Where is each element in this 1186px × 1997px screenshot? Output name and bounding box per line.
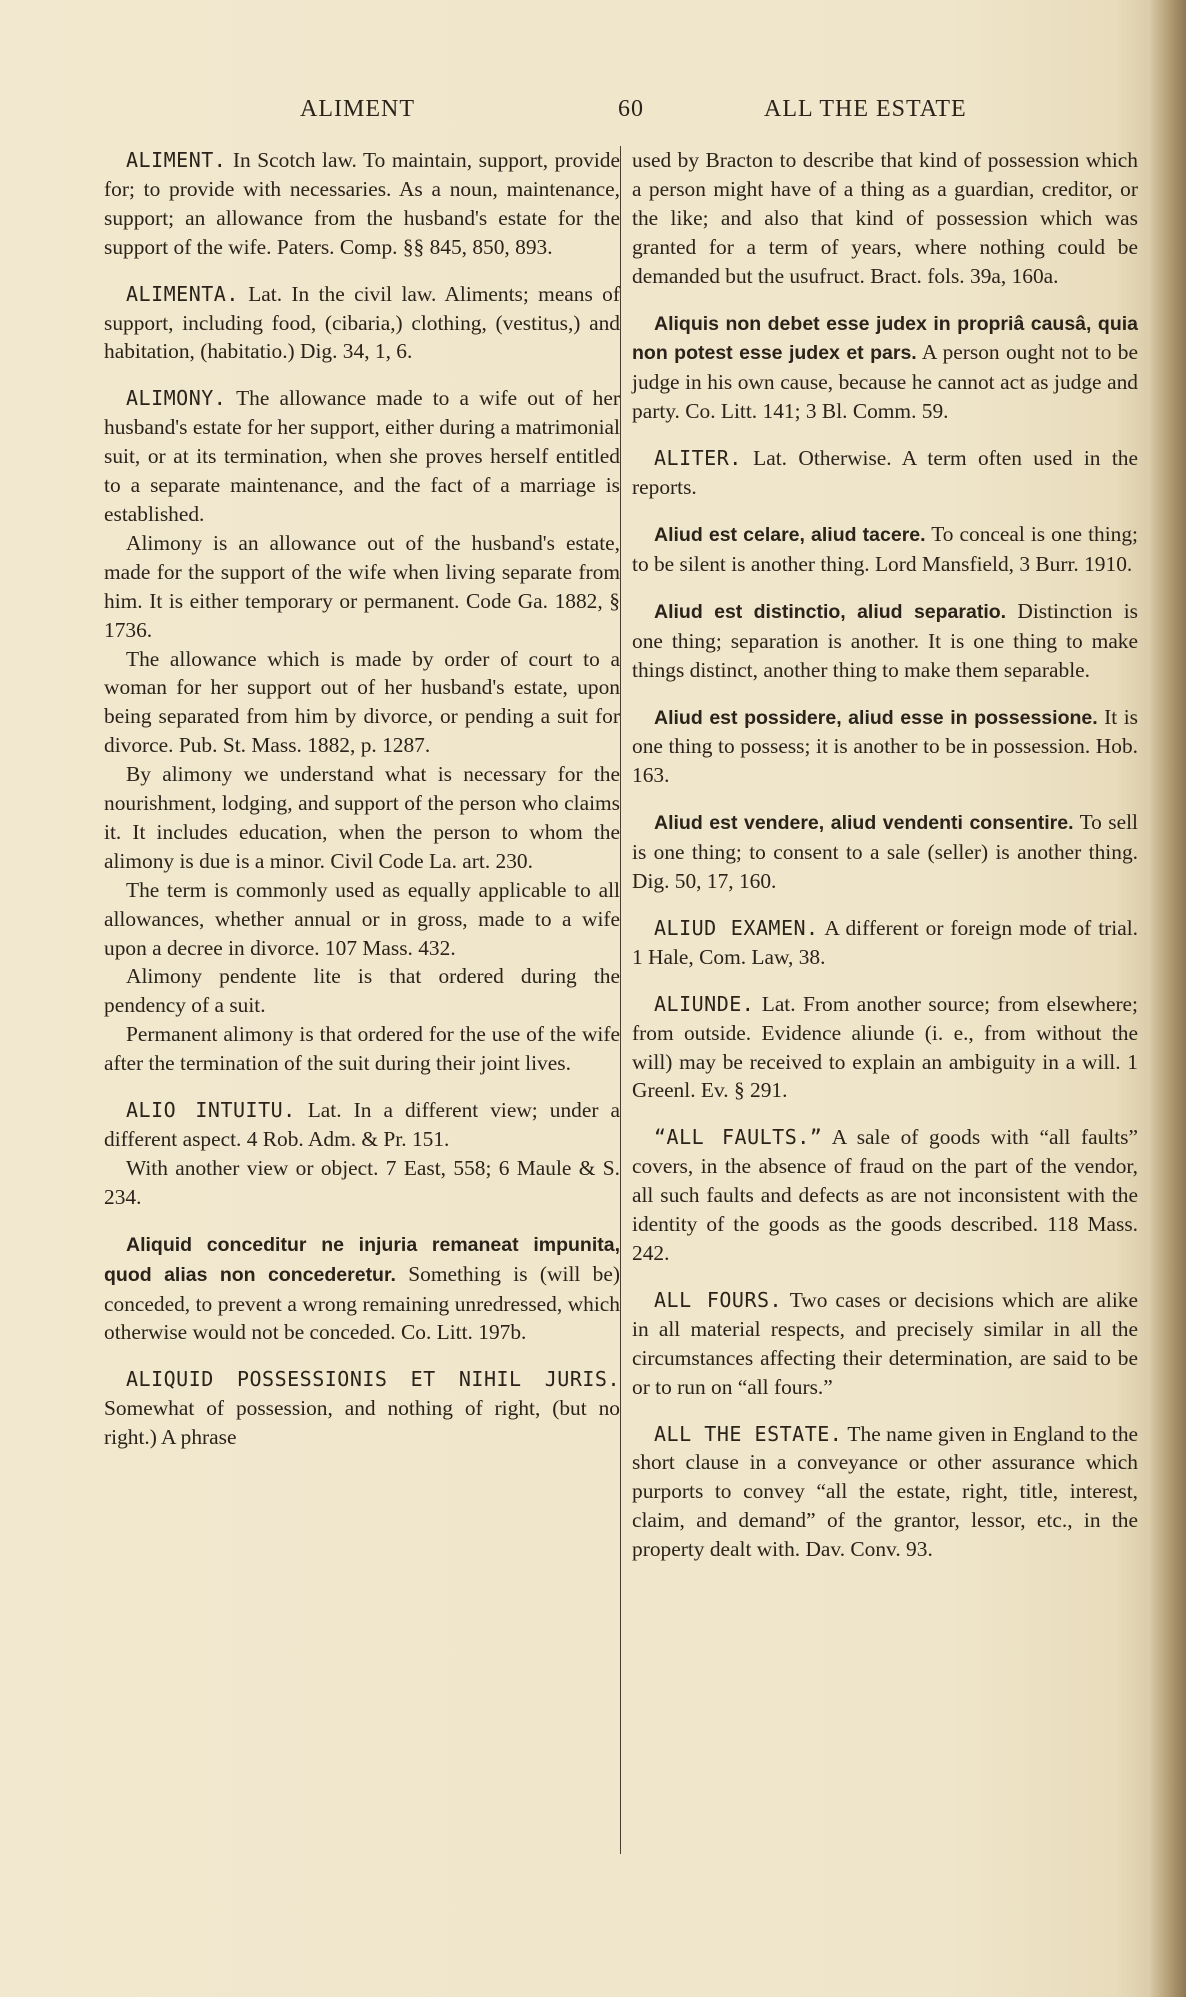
headword: ALIUD EXAMEN. — [654, 915, 819, 940]
entry-alio-intuitu — [104, 1096, 620, 1212]
definition: Lat. Otherwise. A term often used in the reports. — [632, 446, 1138, 500]
entry-aliquid-conceditur — [104, 1230, 620, 1348]
entry-alimony — [104, 384, 620, 1078]
paragraph: The allowance which is made by order of court to a woman for her support out of her husband's estate, upon being separated from him by divorce, or pending a suit for divorce. Pub. St. Mass. 1882, p. 1287. — [104, 646, 620, 758]
headword: ALIMONY. — [126, 386, 227, 411]
maxim: Aliud est celare, aliud tacere. — [654, 523, 926, 546]
headword: “ALL FAULTS.” — [654, 1125, 823, 1150]
running-head-left: ALIMENT — [300, 96, 415, 122]
entry-all-the-estate — [632, 1420, 1138, 1565]
definition: To conceal is one thing; to be silent is another thing. Lord Mansfield, 3 Burr. 1910. — [632, 521, 1138, 576]
entry-continuation — [632, 146, 1138, 291]
maxim: Aliud est vendere, aliud vendenti consentire. — [654, 812, 1074, 835]
definition: Something is (will be) conceded, to prevent a wrong remaining unredressed, which otherwise would not be conceded. Co. Litt. 197b. — [104, 1261, 620, 1345]
maxim: Aliquid conceditur ne injuria remaneat impunita, quod alias non concederetur. — [104, 1233, 620, 1286]
entry-aliquis-non-debet — [632, 309, 1138, 427]
entry-aliud-celare — [632, 520, 1138, 579]
headword: ALIO INTUITU. — [126, 1098, 296, 1123]
entry-aliter — [632, 444, 1138, 502]
headword: ALITER. — [654, 446, 742, 471]
headword: ALL FOURS. — [654, 1287, 783, 1312]
definition: Two cases or decisions which are alike in all material respects, and precisely similar in all the circumstances affecting their determination, are said to be or to run on “all fours.” — [632, 1287, 1138, 1399]
entry-all-fours — [632, 1286, 1138, 1402]
definition: A person ought not to be judge in his own cause, because he cannot act as judge and party. Co. Litt. 141; 3 Bl. Comm. 59. — [632, 340, 1138, 424]
running-head-right: ALL THE ESTATE — [764, 96, 967, 122]
page-number: 60 — [618, 96, 644, 122]
definition: It is one thing to possess; it is another to be in possession. Hob. 163. — [632, 704, 1139, 788]
maxim: Aliud est possidere, aliud esse in possessione. — [654, 706, 1098, 729]
definition: Lat. In a different view; under a different aspect. 4 Rob. Adm. & Pr. 151. — [104, 1098, 620, 1151]
paragraph: By alimony we understand what is necessary for the nourishment, lodging, and support of the person who claims it. It includes education, when the person to whom the alimony is due is a minor. Civil Code La. art. 230. — [104, 762, 620, 873]
definition: The name given in England to the short clause in a conveyance or other assurance which purports to convey “all the estate, right, title, interest, claim, and demand” of the grantor, lessor, etc., in the property dealt with. Dav. Conv. 93. — [632, 1421, 1139, 1562]
definition: Lat. In the civil law. Aliments; means of support, including food, (cibaria,) clothing, (vestitus,) and habitation, (habitatio.) Dig. 34, 1, 6. — [104, 281, 620, 364]
entry-aliud-examen — [632, 914, 1138, 972]
entry-aliquid-possessionis — [104, 1365, 620, 1452]
definition: The allowance made to a wife out of her husband's estate for her support, either during a matrimonial suit, or at its termination, when she proves herself entitled to a separate maintenance, and the fact of a marriage is established. — [104, 386, 620, 526]
paragraph: With another view or object. 7 East, 558; 6 Maule & S. 234. — [104, 1155, 620, 1209]
definition: A sale of goods with “all faults” covers, in the absence of fraud on the part of the vendor, all such faults and defects as are not inconsistent with the identity of the goods as the goods described. 118 Mass. 242. — [632, 1125, 1138, 1265]
entry-all-faults — [632, 1123, 1138, 1268]
entry-aliunde — [632, 990, 1138, 1106]
book-spine-shadow — [1150, 0, 1186, 1997]
column-divider — [620, 146, 621, 1854]
definition: Distinction is one thing; separation is another. It is one thing to make things distinct, another thing to make them separable. — [632, 598, 1138, 682]
entry-aliud-possidere — [632, 703, 1138, 791]
entry-aliud-distinctio — [632, 597, 1138, 685]
entry-aliud-vendere — [632, 808, 1138, 896]
paragraph: used by Bracton to describe that kind of possession which a person might have of a thing as a guardian, creditor, or the like; and also that kind of possession which was granted for a term of years, where nothing could be demanded but the usufruct. Bract. fols. 39a, 160a. — [632, 148, 1138, 288]
headword: ALIQUID POSSESSIONIS ET NIHIL JURIS. — [126, 1367, 620, 1392]
paragraph: The term is commonly used as equally applicable to all allowances, whether annual or in gross, made to a wife upon a decree in divorce. 107 Mass. 432. — [104, 877, 620, 960]
headword: ALIUNDE. — [654, 991, 755, 1016]
left-column — [104, 146, 620, 1462]
maxim: Aliud est distinctio, aliud separatio. — [654, 600, 1007, 623]
entry-aliment — [104, 146, 620, 262]
headword: ALL THE ESTATE. — [654, 1421, 843, 1446]
headword: ALIMENT. — [126, 148, 227, 172]
right-column — [632, 146, 1138, 1574]
paragraph: Permanent alimony is that ordered for the use of the wife after the termination of the suit during their joint lives. — [104, 1022, 620, 1076]
definition: Lat. From another source; from elsewhere; from outside. Evidence aliunde (i. e., from without the will) may be received to explain an ambiguity in a will. 1 Greenl. Ev. § 291. — [632, 991, 1138, 1103]
definition: Somewhat of possession, and nothing of right, (but no right.) A phrase — [104, 1396, 620, 1450]
definition: In Scotch law. To maintain, support, provide for; to provide with necessaries. As a noun, maintenance, support; an allowance from the husband's estate for the support of the wife. Paters. Comp. §§ 845, 850, 893. — [104, 148, 620, 259]
headword: ALIMENTA. — [126, 281, 239, 306]
entry-alimenta — [104, 280, 620, 367]
paragraph: Alimony pendente lite is that ordered during the pendency of a suit. — [104, 964, 620, 1018]
definition: To sell is one thing; to consent to a sale (seller) is another thing. Dig. 50, 17, 160. — [632, 810, 1139, 894]
paragraph: Alimony is an allowance out of the husband's estate, made for the support of the wife when living separate from him. It is either temporary or permanent. Code Ga. 1882, § 1736. — [104, 530, 620, 642]
maxim: Aliquis non debet esse judex in propriâ causâ, quia non potest esse judex et pars. — [632, 312, 1138, 365]
definition: A different or foreign mode of trial. 1 Hale, Com. Law, 38. — [632, 915, 1138, 969]
